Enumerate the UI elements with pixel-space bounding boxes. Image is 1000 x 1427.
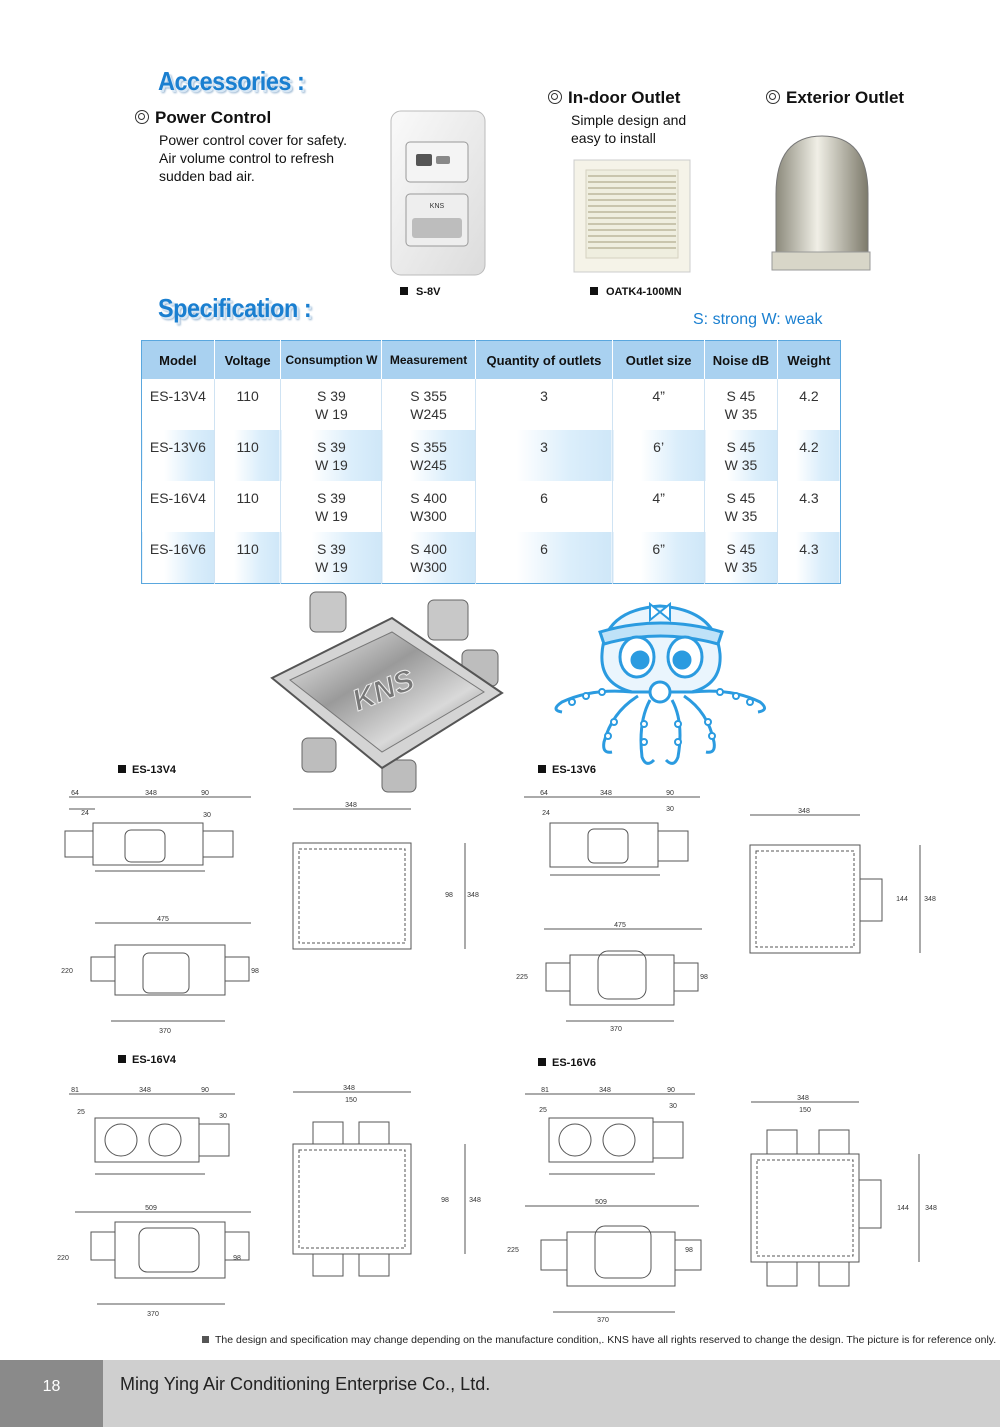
dim-label: 30 <box>669 1103 677 1110</box>
octopus-mascot-image <box>542 592 774 770</box>
page-number: 18 <box>0 1360 103 1427</box>
column-header: Noise dB <box>705 341 778 380</box>
dim-label: 98 <box>441 1197 449 1204</box>
dim-label: 348 <box>797 1095 809 1102</box>
cell-voltage: 110 <box>214 379 281 430</box>
column-header: Outlet size <box>613 341 705 380</box>
column-header: Measurement <box>382 341 475 380</box>
dim-label: 348 <box>345 802 357 809</box>
double-circle-icon <box>548 90 562 104</box>
exterior-outlet-heading-text: Exterior Outlet <box>786 88 905 107</box>
cell-noise <box>705 379 778 430</box>
cell-measurement <box>382 481 475 532</box>
drawing-label-text: ES-16V6 <box>552 1057 597 1069</box>
dim-label: 225 <box>507 1247 519 1254</box>
dim-label: 64 <box>540 790 548 797</box>
power-control-description <box>159 131 347 185</box>
table-row <box>142 481 841 532</box>
dim-label: 220 <box>57 1255 69 1262</box>
dim-label: 25 <box>77 1109 85 1116</box>
cons-strong: S 39 <box>317 490 346 506</box>
dim-label: 348 <box>343 1085 355 1092</box>
cons-weak: W 19 <box>315 559 348 575</box>
noise-weak: W 35 <box>724 559 758 575</box>
disclaimer-text: The design and specification may change depending on the manufacture condition,. KNS have all rights reserved to change the design. The picture is for reference only. <box>215 1334 997 1346</box>
switch-caption-text: S-8V <box>416 286 441 298</box>
double-circle-icon <box>766 90 780 104</box>
dim-label: 144 <box>896 896 908 903</box>
dim-label: 220 <box>61 968 73 975</box>
drawing-label <box>118 1054 176 1066</box>
specification-table <box>141 340 841 584</box>
dim-label: 348 <box>139 1087 151 1094</box>
noise-strong: S 45 <box>726 388 756 404</box>
table-row <box>142 430 841 481</box>
disclaimer <box>202 1334 996 1346</box>
cell-weight: 4.2 <box>777 430 840 481</box>
noise-weak: W 35 <box>724 457 758 473</box>
cell-outlet-size: 6” <box>613 532 705 584</box>
cons-weak: W 19 <box>315 406 348 422</box>
dim-label: 24 <box>81 810 89 817</box>
noise-strong: S 45 <box>726 490 756 506</box>
dim-label: 30 <box>203 812 211 819</box>
noise-weak: W 35 <box>724 406 758 422</box>
dim-label: 81 <box>541 1087 549 1094</box>
dim-label: 90 <box>667 1087 675 1094</box>
dim-label: 98 <box>445 892 453 899</box>
dim-label: 348 <box>145 790 157 797</box>
dim-label: 30 <box>219 1113 227 1120</box>
column-header: Model <box>142 341 215 380</box>
dim-label: 24 <box>542 810 550 817</box>
dim-label: 475 <box>157 916 169 923</box>
drawing-es-13v6 <box>510 785 940 1040</box>
cell-model: ES-16V6 <box>142 532 215 584</box>
column-header: Consumption W <box>281 341 382 380</box>
cell-measurement <box>382 532 475 584</box>
cell-voltage: 110 <box>214 532 281 584</box>
cell-model: ES-16V4 <box>142 481 215 532</box>
dim-label: 98 <box>233 1255 241 1262</box>
meas-weak: W245 <box>410 457 447 473</box>
svg-text:KNS: KNS <box>429 203 445 210</box>
indoor-outlet-description <box>571 111 686 147</box>
drawing-label <box>118 764 176 776</box>
power-control-heading <box>135 108 271 128</box>
kns-logo: KNS <box>347 663 419 718</box>
dim-label: 348 <box>924 896 936 903</box>
meas-strong: S 400 <box>410 490 447 506</box>
cons-strong: S 39 <box>317 388 346 404</box>
drawing-label-text: ES-13V4 <box>132 764 177 776</box>
dim-label: 348 <box>467 892 479 899</box>
dim-label: 348 <box>469 1197 481 1204</box>
drawing-label-text: ES-16V4 <box>132 1054 177 1066</box>
dim-label: 98 <box>251 968 259 975</box>
drawing-es-13v4 <box>55 785 485 1040</box>
column-header: Quantity of outlets <box>475 341 613 380</box>
dim-label: 348 <box>925 1205 937 1212</box>
table-row <box>142 532 841 584</box>
dim-label: 348 <box>798 808 810 815</box>
dim-label: 90 <box>201 790 209 797</box>
exterior-outlet-heading <box>766 88 904 108</box>
cell-quantity: 6 <box>475 481 613 532</box>
dim-label: 370 <box>610 1026 622 1033</box>
exterior-outlet-hood-image <box>766 124 876 274</box>
meas-strong: S 400 <box>410 541 447 557</box>
grille-caption <box>590 286 682 298</box>
cell-quantity: 6 <box>475 532 613 584</box>
cell-consumption <box>281 430 382 481</box>
power-control-line: Power control cover for safety. <box>159 132 348 148</box>
cell-quantity: 3 <box>475 430 613 481</box>
dim-label: 150 <box>345 1097 357 1104</box>
dim-label: 90 <box>201 1087 209 1094</box>
meas-weak: W245 <box>410 406 447 422</box>
table-row <box>142 379 841 430</box>
meas-strong: S 355 <box>410 439 447 455</box>
cell-noise <box>705 532 778 584</box>
power-control-line: sudden bad air. <box>159 168 255 184</box>
dim-label: 370 <box>159 1028 171 1035</box>
cell-outlet-size: 6’ <box>613 430 705 481</box>
cell-measurement <box>382 430 475 481</box>
meas-weak: W300 <box>410 508 447 524</box>
dim-label: 370 <box>597 1317 609 1322</box>
cell-noise <box>705 481 778 532</box>
cons-strong: S 39 <box>317 439 346 455</box>
indoor-outlet-grille-image <box>572 158 692 274</box>
drawing-es-16v4 <box>55 1082 485 1322</box>
dim-label: 64 <box>71 790 79 797</box>
cons-weak: W 19 <box>315 457 348 473</box>
cell-model: ES-13V6 <box>142 430 215 481</box>
dim-label: 348 <box>599 1087 611 1094</box>
indoor-outlet-heading <box>548 88 680 108</box>
dim-label: 475 <box>614 922 626 929</box>
noise-strong: S 45 <box>726 541 756 557</box>
cell-outlet-size: 4” <box>613 481 705 532</box>
table-header-row <box>142 341 841 380</box>
cell-measurement <box>382 379 475 430</box>
drawing-es-16v6 <box>505 1082 940 1322</box>
power-control-heading-text: Power Control <box>155 108 272 127</box>
double-circle-icon <box>135 110 149 124</box>
dim-label: 509 <box>595 1199 607 1206</box>
grille-caption-text: OATK4-100MN <box>606 286 682 298</box>
cell-weight: 4.2 <box>777 379 840 430</box>
specification-title: Specification : <box>158 293 312 323</box>
dim-label: 509 <box>145 1205 157 1212</box>
dim-label: 370 <box>147 1311 159 1318</box>
power-control-switch-image <box>388 108 488 278</box>
dim-label: 90 <box>666 790 674 797</box>
cell-noise <box>705 430 778 481</box>
cell-weight: 4.3 <box>777 532 840 584</box>
power-control-line: Air volume control to refresh <box>159 150 335 166</box>
cell-voltage: 110 <box>214 481 281 532</box>
cell-voltage: 110 <box>214 430 281 481</box>
cell-weight: 4.3 <box>777 481 840 532</box>
cell-model: ES-13V4 <box>142 379 215 430</box>
drawing-label-text: ES-13V6 <box>552 764 597 776</box>
switch-caption <box>400 286 440 298</box>
cons-weak: W 19 <box>315 508 348 524</box>
dim-label: 98 <box>700 974 708 981</box>
column-header: Weight <box>777 341 840 380</box>
indoor-outlet-heading-text: In-door Outlet <box>568 88 681 107</box>
kns-product-image <box>262 588 512 798</box>
dim-label: 98 <box>685 1247 693 1254</box>
cons-strong: S 39 <box>317 541 346 557</box>
dim-label: 81 <box>71 1087 79 1094</box>
indoor-outlet-line: Simple design and <box>571 112 687 128</box>
meas-weak: W300 <box>410 559 447 575</box>
dim-label: 25 <box>539 1107 547 1114</box>
company-name: Ming Ying Air Conditioning Enterprise Co., Ltd. <box>120 1374 491 1394</box>
cell-consumption <box>281 532 382 584</box>
cell-outlet-size: 4” <box>613 379 705 430</box>
dim-label: 144 <box>897 1205 909 1212</box>
dim-label: 225 <box>516 974 528 981</box>
cell-consumption <box>281 379 382 430</box>
drawing-label <box>538 764 596 776</box>
noise-strong: S 45 <box>726 439 756 455</box>
dim-label: 150 <box>799 1107 811 1114</box>
cell-consumption <box>281 481 382 532</box>
cell-quantity: 3 <box>475 379 613 430</box>
dim-label: 348 <box>600 790 612 797</box>
dim-label: 30 <box>666 806 674 813</box>
indoor-outlet-line: easy to install <box>571 130 656 146</box>
noise-weak: W 35 <box>724 508 758 524</box>
column-header: Voltage <box>214 341 281 380</box>
drawing-label <box>538 1057 596 1069</box>
accessories-title: Accessories : <box>158 66 305 96</box>
spec-legend: S: strong W: weak <box>693 311 823 328</box>
meas-strong: S 355 <box>410 388 447 404</box>
